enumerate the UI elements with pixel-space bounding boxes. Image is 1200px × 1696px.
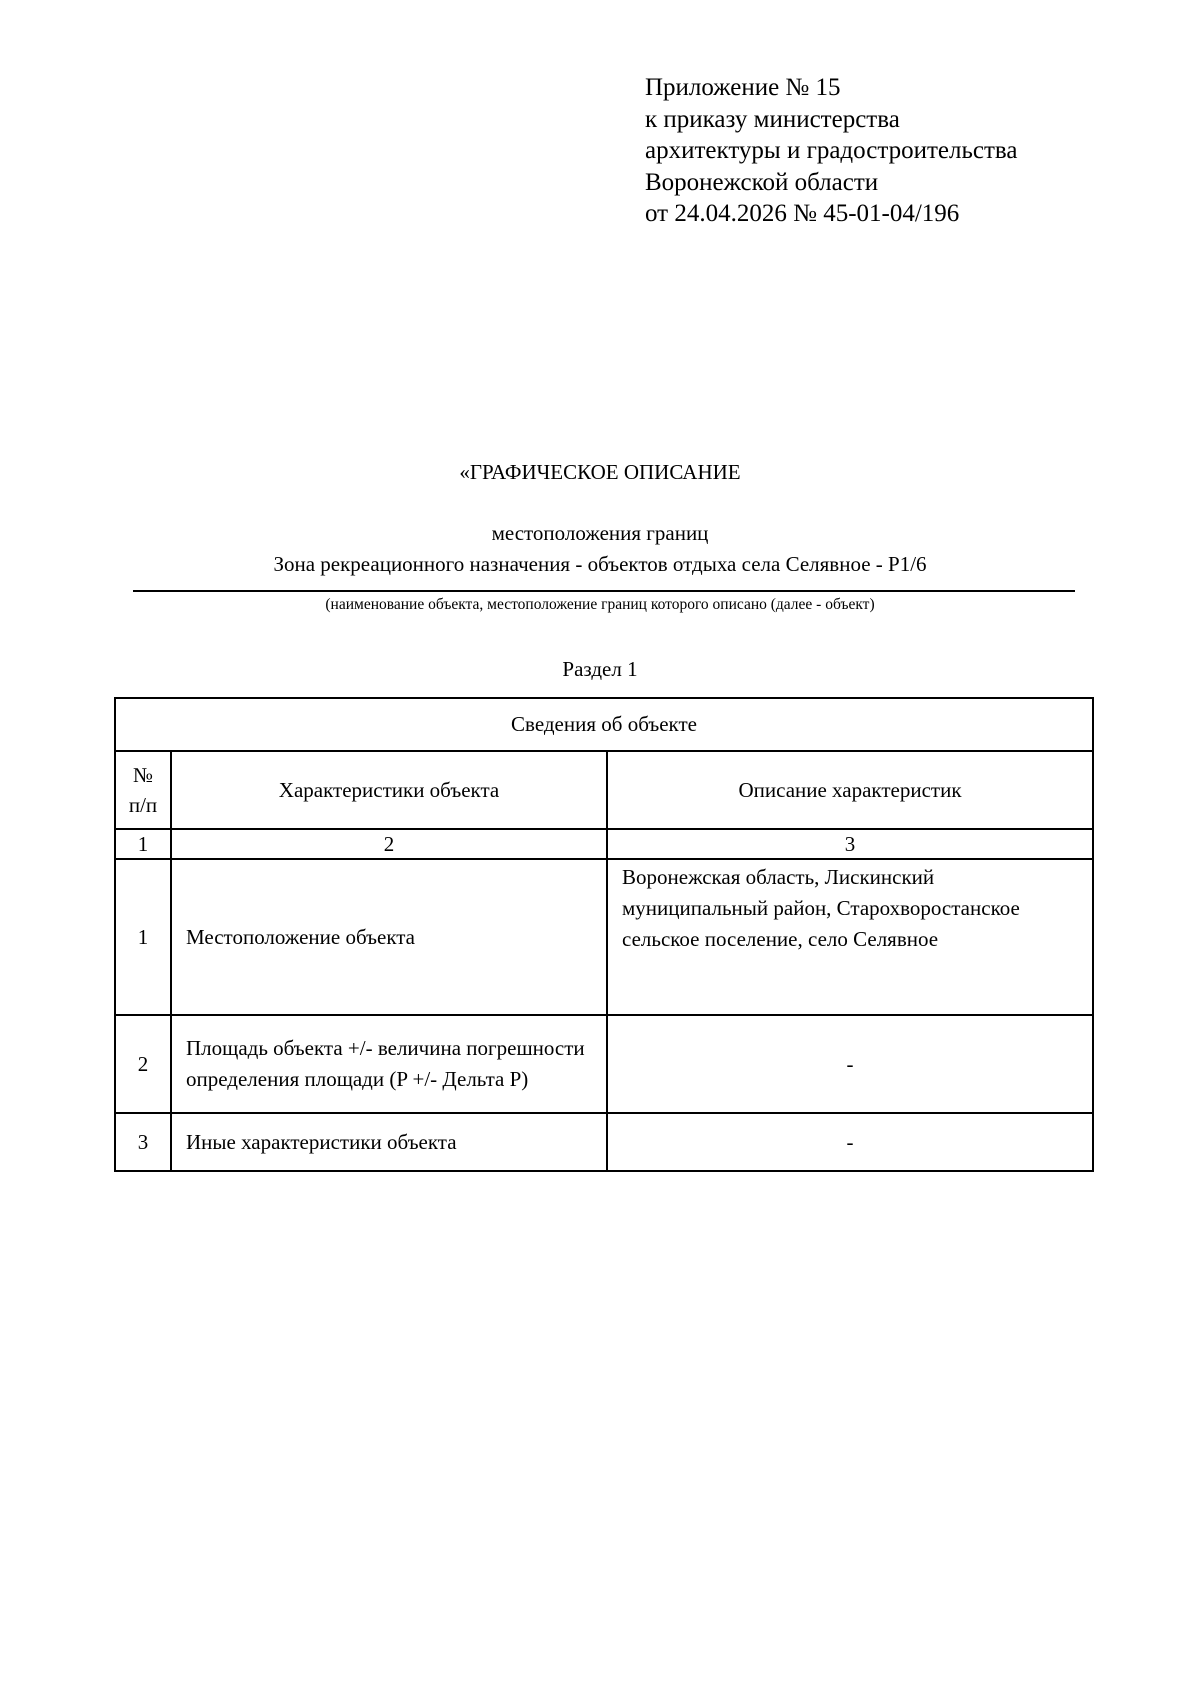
subtitle-line-2: Зона рекреационного назначения - объектов отдыха села Селявное - Р1/6 (273, 552, 927, 576)
column-number: 3 (607, 829, 1093, 859)
table-title-row (115, 698, 1093, 751)
table-row (115, 859, 1093, 1015)
underline-rule (133, 590, 1075, 592)
table-row (115, 1113, 1093, 1171)
object-info-table (114, 697, 1094, 1172)
appendix-order-ref: к приказу министерства (645, 105, 900, 133)
row-description: - (607, 1113, 1093, 1171)
row-characteristic: Местоположение объекта (171, 859, 607, 1015)
header-characteristics: Характеристики объекта (171, 751, 607, 829)
row-description: Воронежская область, Лискинский муниципальный район, Старохворостанское сельское поселение, село Селявное (607, 859, 1093, 1015)
column-number: 2 (171, 829, 607, 859)
row-description: - (607, 1015, 1093, 1113)
header-description: Описание характеристик (607, 751, 1093, 829)
header-number-line-1: № (132, 763, 154, 787)
header-number (115, 751, 171, 829)
row-number: 3 (115, 1113, 171, 1171)
object-caption: (наименование объекта, местоположение границ которого описано (далее - объект) (325, 596, 875, 613)
row-characteristic: Площадь объекта +/- величина погрешности определения площади (P +/- Дельта P) (171, 1015, 607, 1113)
column-number-row (115, 829, 1093, 859)
appendix-date-number: от 24.04.2026 № 45-01-04/196 (645, 200, 960, 227)
appendix-ministry: архитектуры и градостроительства (645, 137, 1018, 164)
table-row (115, 1015, 1093, 1113)
row-characteristic: Иные характеристики объекта (171, 1113, 607, 1171)
appendix-region: Воронежской области (645, 168, 879, 196)
table-header-row (115, 751, 1093, 829)
document-subtitle (0, 518, 1200, 580)
appendix-block (645, 72, 1165, 230)
subtitle-line-1: местоположения границ (491, 521, 709, 545)
document-title: «ГРАФИЧЕСКОЕ ОПИСАНИЕ (459, 460, 741, 484)
row-number: 1 (115, 859, 171, 1015)
row-number: 2 (115, 1015, 171, 1113)
column-number: 1 (115, 829, 171, 859)
section-heading: Раздел 1 (562, 657, 638, 681)
table-title: Сведения об объекте (115, 698, 1093, 751)
appendix-number: Приложение № 15 (645, 74, 841, 101)
header-number-line-2: п/п (128, 793, 158, 817)
